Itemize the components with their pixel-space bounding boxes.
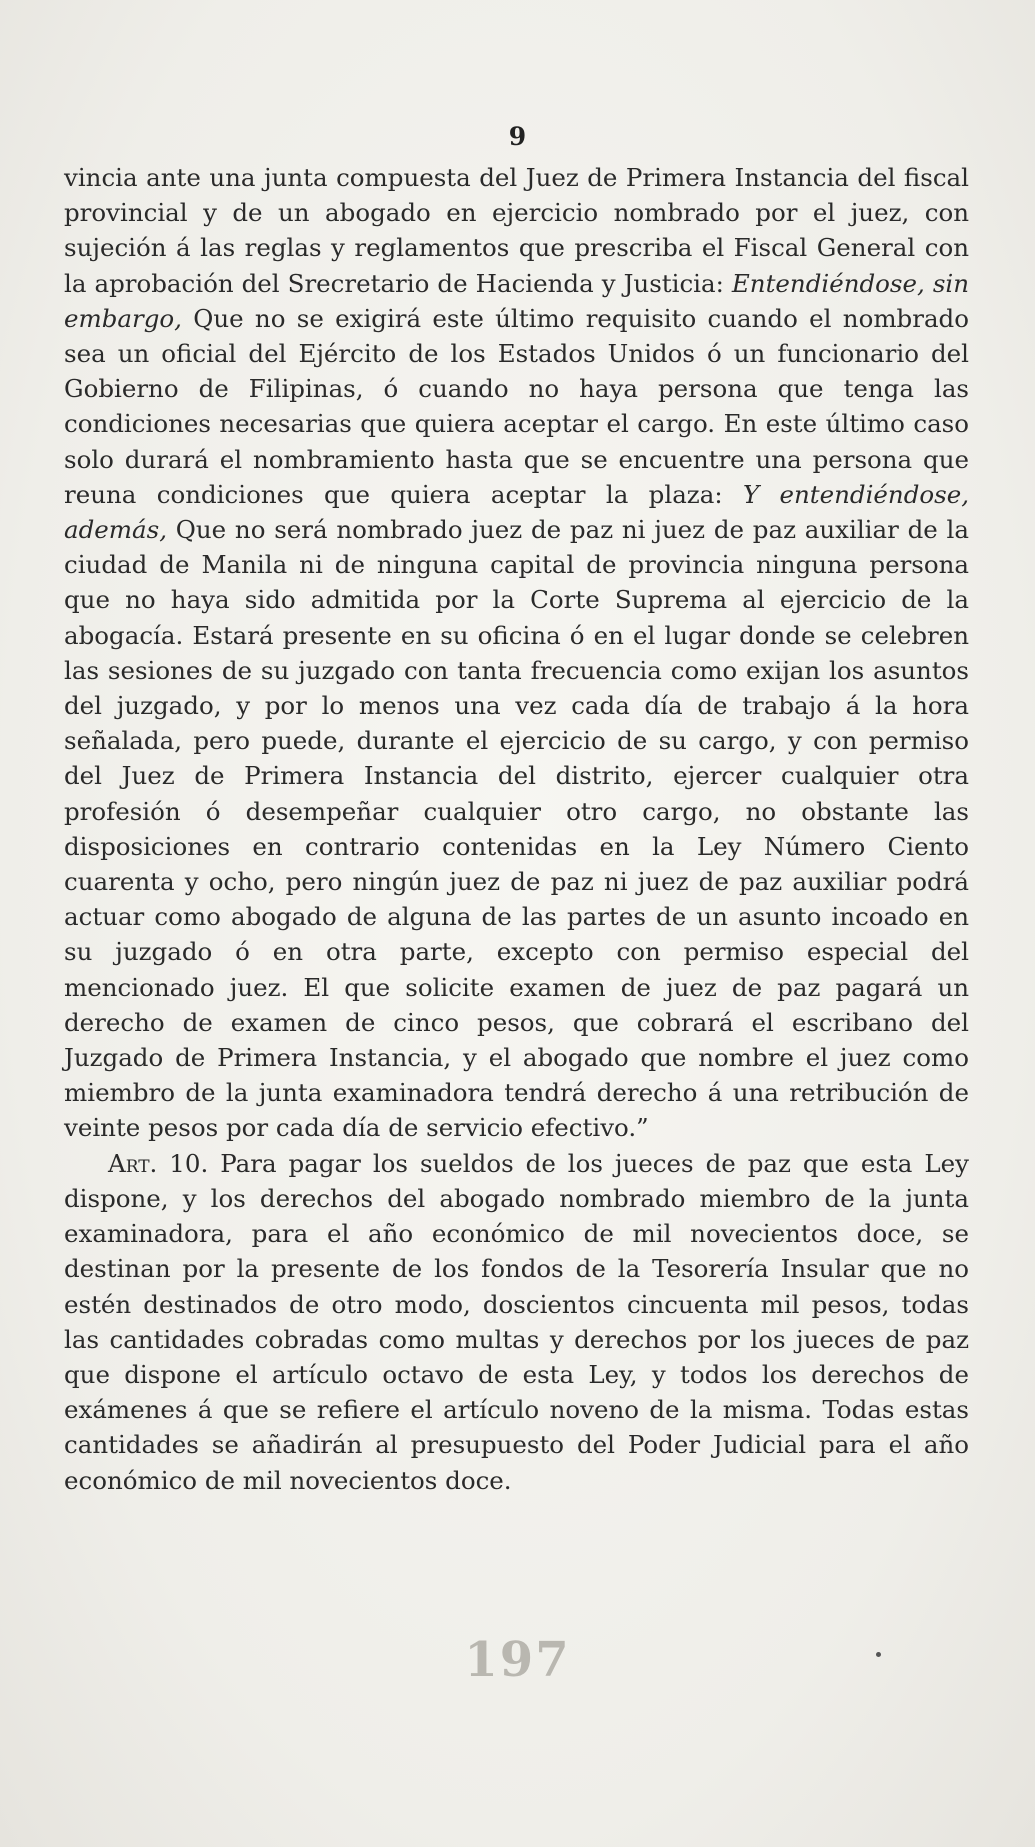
article-label: Art. bbox=[108, 1148, 158, 1178]
archive-stamp-number: 197 bbox=[464, 1632, 571, 1688]
paragraph-continuation bbox=[64, 160, 969, 1146]
italic-phrase: Entendiéndose, sin embargo, bbox=[64, 268, 970, 333]
body-text bbox=[64, 160, 969, 1498]
italic-phrase: Y entendiéndose, además, bbox=[64, 479, 969, 545]
ink-speck bbox=[876, 1652, 881, 1657]
paragraph-article-10 bbox=[64, 1146, 969, 1498]
text-run: Que no se exigirá este último requisito cuando el nombrado sea un oficial del Ejército de los Estados Unidos ó un funcionario del Gobierno de Filipinas, ó cuando no haya persona que tenga las condiciones necesarias que quiera aceptar el cargo. En este último caso solo durará el nombramiento hasta que se encuentre una persona que reuna condiciones que quiera aceptar la plaza: bbox=[64, 303, 969, 509]
text-run: vincia ante una junta compuesta del Juez de Primera Instancia del fiscal provincial y de un abogado en ejercicio nombrado por el juez, con sujeción á las reglas y reglamentos que prescriba el Fiscal General con la aprobación del Srecretario de Hacienda y Justicia: bbox=[64, 163, 969, 298]
text-run: 10. Para pagar los sueldos de los jueces de paz que esta Ley dispone, y los derechos del abogado nombrado miembro de la junta examinadora, para el año económico de mil novecientos doce, se destinan por la presente de los fondos de la Tesorería Insular que no estén destinados de otro modo, doscientos cincuenta mil pesos, todas las cantidades cobradas como multas y derechos por los jueces de paz que dispone el artículo octavo de esta Ley, y todos los derechos de exámenes á que se refiere el artículo noveno de la misma. Todas estas cantidades se añadirán al presupuesto del Poder Judicial para el año económico de mil novecientos doce. bbox=[64, 1148, 969, 1495]
page-number: 9 bbox=[508, 122, 527, 151]
text-run: Que no será nombrado juez de paz ni juez de paz auxiliar de la ciudad de Manila ni de ninguna capital de provincia ninguna persona que no haya sido admitida por la Corte Suprema al ejercicio de la abogacía. Estará presente en su oficina ó en el lugar donde se celebren las sesiones de su juzgado con tanta frecuencia como exijan los asuntos del juzgado, y por lo menos una vez cada día de trabajo á la hora señalada, pero puede, durante el ejercicio de su cargo, y con permiso del Juez de Primera Instancia del distrito, ejercer cualquier otra profesión ó desempeñar cualquier otro cargo, no obstante las disposiciones en contrario contenidas en la Ley Número Ciento cuarenta y ocho, pero ningún juez de paz ni juez de paz auxiliar podrá actuar como abogado de alguna de las partes de un asunto incoado en su juzgado ó en otra parte, excepto con permiso especial del mencionado juez. El que solicite examen de juez de paz pagará un derecho de examen de cinco pesos, que cobrará el escribano del Juzgado de Primera Instancia, y el abogado que nombre el juez como miembro de la junta examinadora tendrá derecho á una retribución de veinte pesos por cada día de servicio efectivo.” bbox=[64, 515, 969, 1143]
